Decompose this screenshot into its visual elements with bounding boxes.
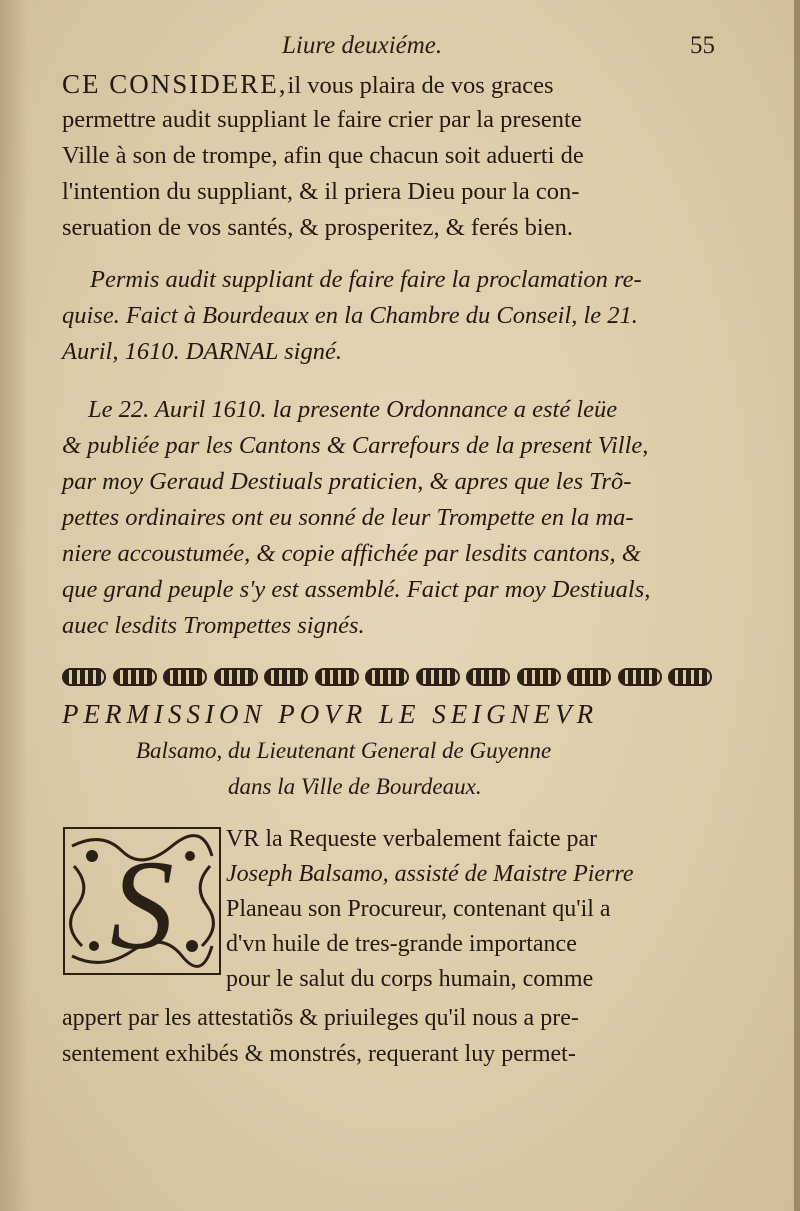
ornament-unit [567,668,611,686]
text-line: Le 22. Auril 1610. la presente Ordonnance a esté leüe [88,396,618,423]
ornament-unit [416,668,460,686]
text-line: pour le salut du corps humain, comme [226,966,594,992]
text-line: pettes ordinaires ont eu sonné de leur Trompette en la ma- [62,504,634,531]
page-number: 55 [690,32,715,59]
text-line: sentement exhibés & monstrés, requerant luy permet- [62,1041,576,1067]
running-head [60,30,715,64]
text-line: par moy Geraud Destiuals praticien, & apres que les Trõ- [62,468,632,495]
running-head-title: Liure deuxiéme. [282,32,443,59]
ornament-unit [466,668,510,686]
ornament-unit [365,668,409,686]
ornament-unit [517,668,561,686]
decorative-ornament-band [62,663,712,691]
line-text: il vous plaira de vos graces [287,72,554,99]
text-line: niere accoustumée, & copie affichée par lesdits cantons, & [62,540,641,567]
text-line: Planeau son Procureur, contenant qu'il a [226,896,611,922]
page-edge [794,0,800,1211]
decorated-drop-cap [62,826,222,976]
paragraph-requeste-continued [62,1000,722,1072]
text-line: que grand peuple s'y est assemblé. Faict par moy Destiuals, [62,576,651,603]
ornament-unit [113,668,157,686]
ornament-unit [214,668,258,686]
text-line [62,66,712,102]
drop-cap-letter: S [110,834,174,976]
paragraph-publication [62,392,712,644]
text-line: Ville à son de trompe, afin que chacun soit aduerti de [62,142,584,169]
text-line: Permis audit suppliant de faire faire la proclamation re- [90,266,642,293]
text-line: appert par les attestatiõs & priuileges qu'il nous a pre- [62,1005,579,1031]
section-title-line: PERMISSION POVR LE SEIGNEVR [62,699,599,729]
ornament-unit [62,668,106,686]
ornament-unit [618,668,662,686]
text-line: permettre audit suppliant le faire crier par la presente [62,106,582,133]
paragraph-requeste-beside-cap [226,822,716,997]
section-title [62,695,712,805]
ornament-unit [315,668,359,686]
section-title-line: Balsamo, du Lieutenant General de Guyenne [136,738,552,763]
paragraph-ce-considere [62,66,712,246]
page-gutter-shadow [0,0,28,1211]
section-title-line: dans la Ville de Bourdeaux. [228,774,482,799]
text-line: & publiée par les Cantons & Carrefours de la present Ville, [62,432,649,459]
ornament-unit [668,668,712,686]
text-line: VR la Requeste verbalement faicte par [226,826,598,852]
paragraph-permis [62,262,712,370]
ornament-unit [163,668,207,686]
text-line: seruation de vos santés, & prosperitez, & ferés bien. [62,214,573,241]
ornament-unit [264,668,308,686]
text-line: Joseph Balsamo, assisté de Maistre Pierre [226,861,634,887]
text-line: quise. Faict à Bourdeaux en la Chambre du Conseil, le 21. [62,302,638,329]
opening-words: CE CONSIDERE, [62,69,288,99]
text-line: l'intention du suppliant, & il priera Dieu pour la con- [62,178,580,205]
text-line: Auril, 1610. DARNAL signé. [62,338,342,365]
text-line: d'vn huile de tres-grande importance [226,931,577,957]
text-line: auec lesdits Trompettes signés. [62,612,365,639]
drop-cap-ornament [62,826,222,976]
